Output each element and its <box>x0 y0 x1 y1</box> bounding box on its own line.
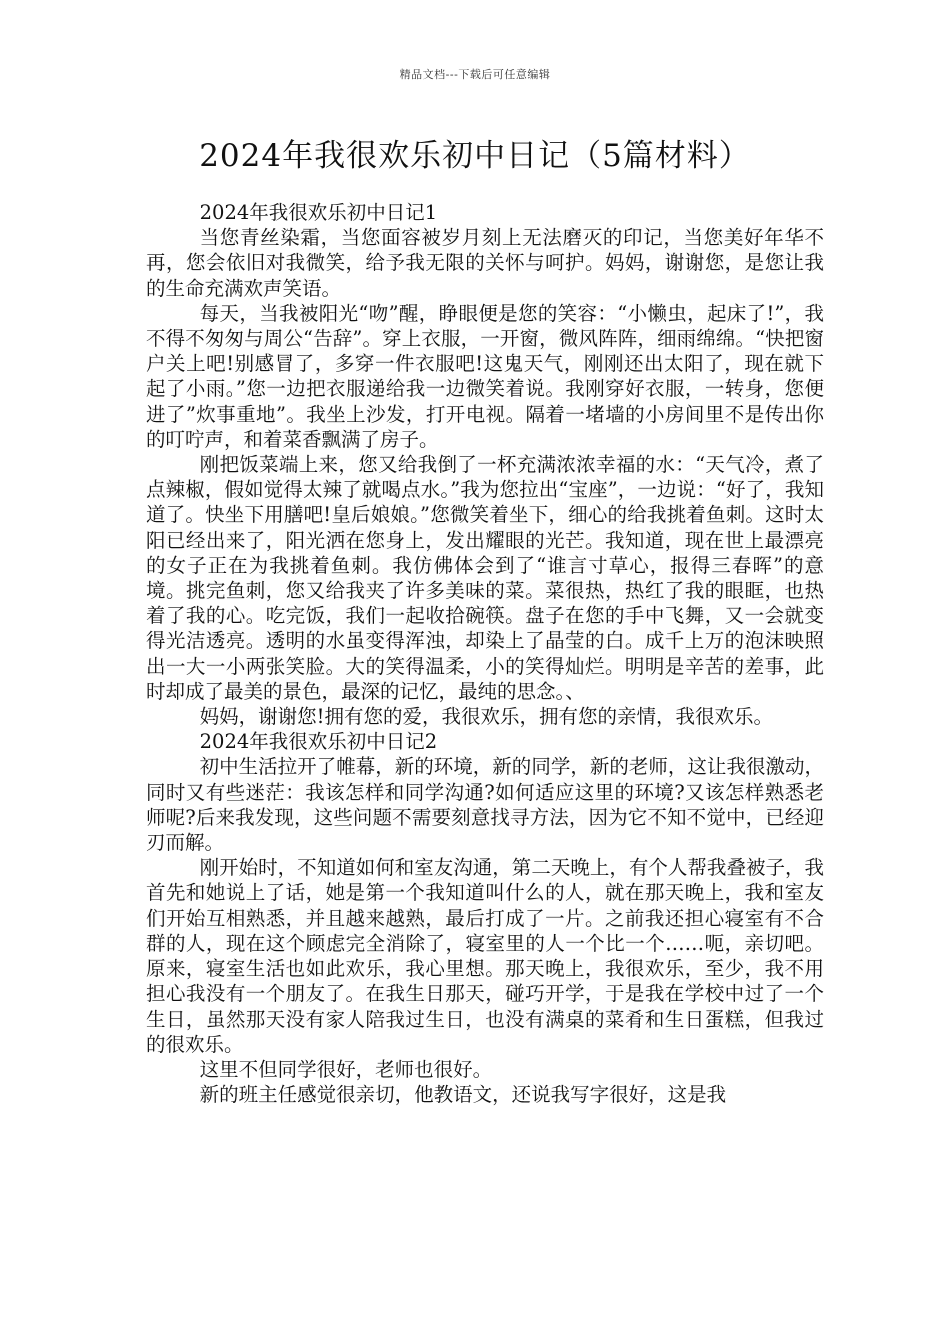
paragraph: 新的班主任感觉很亲切，他教语文，还说我写字很好，这是我 <box>199 1083 727 1107</box>
paragraph: 初中生活拉开了帷幕，新的环境，新的同学，新的老师，这让我很激动，同时又有些迷茫：我该怎样和同学沟通?如何适应这里的环境?又该怎样熟悉老师呢?后来我发现，这些问题不需要刻意找寻方法，因为它不知不觉中，已经迎刃而解。 <box>146 755 824 855</box>
paragraph: 刚开始时，不知道如何和室友沟通，第二天晚上，有个人帮我叠被子，我首先和她说上了话，她是第一个我知道叫什么的人，就在那天晚上，我和室友们开始互相熟悉，并且越来越熟，最后打成了一片。之前我还担心寝室有不合群的人，现在这个顾虑完全消除了，寝室里的人一个比一个……呃，亲切吧。原来，寝室生活也如此欢乐，我心里想。那天晚上，我很欢乐，至少，我不用担心我没有一个朋友了。在我生日那天，碰巧开学，于是我在学校中过了一个生日，虽然那天没有家人陪我过生日，也没有满桌的菜肴和生日蛋糕，但我过的很欢乐。 <box>146 856 824 1056</box>
header-note: 精品文档---下载后可任意编辑 <box>399 68 551 81</box>
paragraph: 当您青丝染霜，当您面容被岁月刻上无法磨灭的印记，当您美好年华不再，您会依旧对我微笑，给予我无限的关怀与呵护。妈妈，谢谢您，是您让我的生命充满欢声笑语。 <box>146 226 824 300</box>
page-title: 2024年我很欢乐初中日记（5篇材料） <box>199 138 751 174</box>
diary-heading-1: 2024年我很欢乐初中日记1 <box>199 201 438 224</box>
paragraph: 每天，当我被阳光“吻”醒，睁眼便是您的笑容：“小懒虫，起床了!”，我不得不匆匆与周公“告辞”。穿上衣服，一开窗，微风阵阵，细雨绵绵。“快把窗户关上吧!别感冒了，多穿一件衣服吧!这鬼天气，刚刚还出太阳了，现在就下起了小雨。”您一边把衣服递给我一边微笑着说。我刚穿好衣服，一转身，您便进了”炊事重地”。我坐上沙发，打开电视。隔着一堵墙的小房间里不是传出你的叮咛声，和着菜香飘满了房子。 <box>146 301 824 451</box>
paragraph: 妈妈，谢谢您!拥有您的爱，我很欢乐，拥有您的亲情，我很欢乐。 <box>199 705 773 729</box>
paragraph: 这里不但同学很好，老师也很好。 <box>199 1057 493 1081</box>
document-body <box>146 200 824 1107</box>
paragraph: 刚把饭菜端上来，您又给我倒了一杯充满浓浓幸福的水：“天气冷，煮了点辣椒，假如觉得太辣了就喝点水。”我为您拉出“宝座”，一边说：“好了，我知道了。快坐下用膳吧!皇后娘娘。”您微笑着坐下，细心的给我挑着鱼刺。这时太阳已经出来了，阳光洒在您身上，发出耀眼的光芒。我知道，现在世上最漂亮的女子正在为我挑着鱼刺。我仿佛体会到了“谁言寸草心，报得三春晖”的意境。挑完鱼刺，您又给我夹了许多美味的菜。菜很热，热红了我的眼眶，也热着了我的心。吃完饭，我们一起收拾碗筷。盘子在您的手中飞舞，又一会就变得光洁透亮。透明的水虽变得浑浊，却染上了晶莹的白。成千上万的泡沫映照出一大一小两张笑脸。大的笑得温柔，小的笑得灿烂。明明是辛苦的差事，此时却成了最美的景色，最深的记忆，最纯的思念。、 <box>146 453 824 703</box>
diary-heading-2: 2024年我很欢乐初中日记2 <box>199 730 438 754</box>
